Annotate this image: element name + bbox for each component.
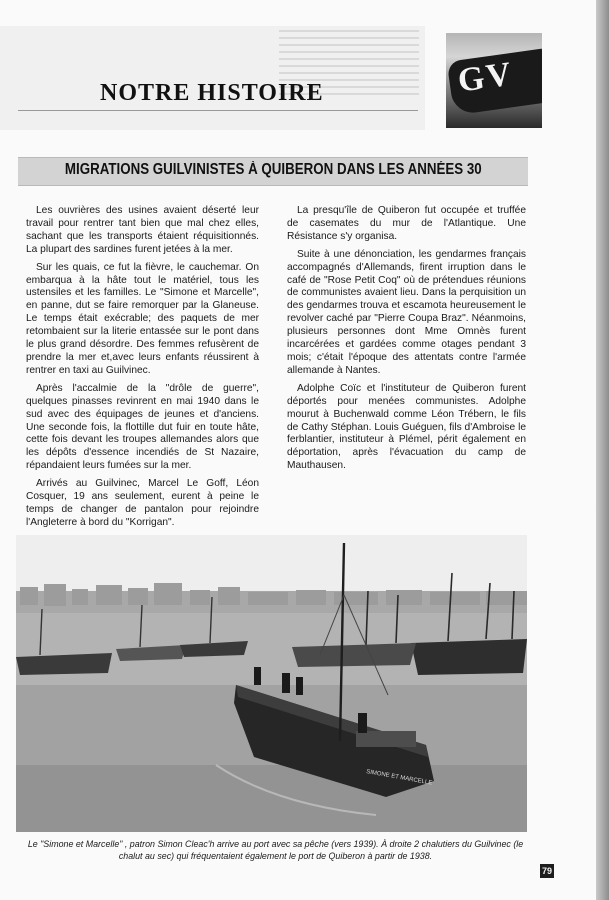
logo-text: GV <box>455 55 516 100</box>
headline-bar <box>18 157 528 186</box>
paragraph: Les ouvrières des usines avaient déserté leur travail pour rentrer tant bien que mal chez elles, sachant que les transports étaient réquisitionnés. La plupart des sardines furent jetées à la mer. <box>26 205 259 255</box>
article-headline: MIGRATIONS GUILVINISTES À QUIBERON DANS LES ANNÉES 30 <box>64 161 482 178</box>
page-number: 79 <box>541 866 552 876</box>
paragraph: Arrivés au Guilvinec, Marcel Le Goff, Léon Cosquer, 19 ans seulement, eurent à peine le temps de changer de pantalon pour rejoindre l'Angleterre à bord du "Korrigan". <box>26 478 259 528</box>
header-banner <box>0 26 425 130</box>
page-binding-edge <box>596 0 609 900</box>
harbor-photo-illustration <box>16 535 527 832</box>
harbor-photo <box>16 535 527 832</box>
right-column <box>287 205 526 478</box>
gv-logo <box>446 33 542 128</box>
photo-caption: Le "Simone et Marcelle" , patron Simon Cleac'h arrive au port avec sa pêche (vers 1939). À droite 2 chalutiers du Guilvinec (le chalut au sec) qui fréquentaient également le port de Quiberon à partir de 1938. <box>27 839 524 861</box>
paragraph: Adolphe Coïc et l'instituteur de Quiberon furent déportés pour menées communistes. Adolphe mourut à Buchenwald comme Léon Trébern, le fils de Cathy Stéphan. Louis Guéguen, fils d'Ambroise le ferblantier, instituteur à Plémel, périt également en déportation, après l'évacuation du camp de Mauthausen. <box>287 382 526 472</box>
paragraph: Après l'accalmie de la "drôle de guerre", quelques pinasses revinrent en mai 1940 dans le sud avec des équipages de jeunes et d'anciens. Une seconde fois, la flottille dut fuir en toute hâte, cette fois devant les troupes allemandes alors que les dépôts d'essence incendiés de St Nazaire, répandaient leurs fumées sur la mer. <box>26 382 259 472</box>
paragraph: Sur les quais, ce fut la fièvre, le cauchemar. On embarqua à la hâte tout le matériel, tous les ustensiles et les familles. Le "Simone et Marcelle", en panne, dut se faire remorquer par la Glaneuse. Le temps était exécrable; des paquets de mer retombaient sur la literie entassée sur le pont dans le plus grand désordre. Des femmes refusèrent de prendre la mer et,avec leurs enfants réussirent à rentrer en taxi au Guilvinec. <box>26 261 259 376</box>
title-rule <box>18 110 418 111</box>
paragraph: Suite à une dénonciation, les gendarmes français accompagnés d'Allemands, firent irruption dans le café de "Rose Petit Coq" où de prétendues réunions de communistes avaient lieu. Dans la perquisition un des gendarmes trouva et escamota heureusement le revolver caché par "Pierre Coupa Braz". Néanmoins, plusieurs personnes dont Mme Omnès furent incarcérées et gardées comme otages pendant 3 mois; c'était l'époque des attentats contre l'armée allemande à Nantes. <box>287 248 526 376</box>
section-title: NOTRE HISTOIRE <box>100 80 324 106</box>
boat-hull-name: SIMONE ET MARCELLE <box>365 769 433 787</box>
left-column <box>26 205 259 535</box>
paragraph: La presqu'île de Quiberon fut occupée et truffée de casemates du mur de l'Atlantique. Une Résistance s'y organisa. <box>287 205 526 242</box>
